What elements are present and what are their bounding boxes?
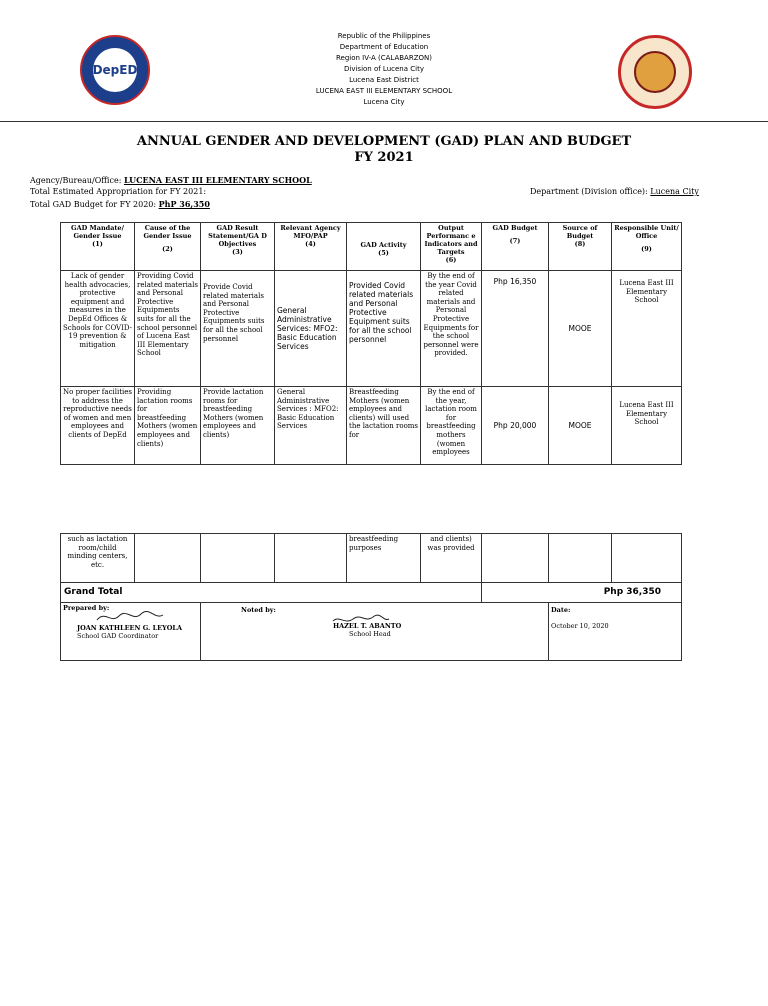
table-cell: Php 20,000: [482, 387, 549, 465]
gad-budget-value: PhP 36,350: [158, 199, 210, 209]
noted-by-cell: [201, 603, 549, 661]
table-cell: No proper facilities to address the reproductive needs of women and men employees and clients of DepEd: [61, 387, 135, 465]
signature-row: [61, 603, 682, 661]
agency-label: Agency/Bureau/Office:: [30, 176, 122, 185]
col-header: [201, 223, 275, 271]
table-cell: [135, 534, 201, 583]
gad-plan-table: [60, 222, 682, 465]
col-header-label: Relevant Agency MFO/PAP: [280, 224, 341, 240]
gad-budget-label: Total GAD Budget for FY 2020:: [30, 200, 157, 209]
date-value: October 10, 2020: [551, 622, 609, 630]
col-header-label: GAD Result Statement/GA D Objectives: [208, 224, 267, 248]
table-cell: [275, 534, 347, 583]
prepared-by-cell: [61, 603, 201, 661]
table-cell: [549, 534, 612, 583]
gad-plan-table-continued: [60, 533, 682, 661]
noted-by-title: School Head: [349, 630, 391, 638]
table-cell: By the end of the year, lactation room for breastfeeding mothers (women employees: [421, 387, 482, 465]
col-header-num: (9): [641, 245, 652, 253]
document-title: [0, 134, 768, 166]
col-header-num: (7): [509, 237, 521, 245]
col-header-label: Cause of the Gender Issue: [143, 224, 192, 240]
deped-logo: [80, 35, 150, 105]
col-header-label: Output Performanc e Indicators and Targets: [424, 224, 478, 256]
agency-line: [30, 175, 312, 186]
department-line: [530, 187, 699, 197]
col-header: [135, 223, 201, 271]
grand-total-value: Php 36,350: [482, 583, 682, 603]
header-divider: [0, 121, 768, 122]
col-header-num: (1): [92, 240, 103, 248]
table-cell: Php 16,350: [482, 271, 549, 387]
letterhead-line: Lucena City: [363, 98, 405, 106]
col-header-num: (2): [162, 245, 173, 253]
department-label: Department (Division office):: [530, 187, 648, 196]
table-row: [61, 534, 682, 583]
table-cell: and clients) was provided: [421, 534, 482, 583]
table-cell: Providing lactation rooms for breastfeeding Mothers (women employees and clients): [135, 387, 201, 465]
col-header-num: (6): [445, 256, 457, 264]
col-header-label: GAD Mandate/ Gender Issue: [71, 224, 124, 240]
grand-total-row: [61, 583, 682, 603]
table-cell: [201, 534, 275, 583]
col-header: [549, 223, 612, 271]
table-cell: By the end of the year Covid related materials and Personal Protective Equipments for the school personnel were provided.: [421, 271, 482, 387]
table-cell: Lucena East III Elementary School: [612, 271, 682, 387]
table-cell: [612, 534, 682, 583]
table-cell: MOOE: [549, 387, 612, 465]
deped-logo-text: DepED: [93, 48, 137, 92]
table-row: [61, 271, 682, 387]
noted-signature: [331, 613, 391, 627]
table-cell: such as lactation room/child minding centers, etc.: [61, 534, 135, 583]
table-cell: Lucena East III Elementary School: [612, 387, 682, 465]
col-header-num: (5): [378, 249, 389, 257]
table-cell: General Administrative Services : MFO2: Basic Education Services: [275, 387, 347, 465]
prepared-by-label: Prepared by:: [63, 604, 110, 612]
letterhead-line: LUCENA EAST III ELEMENTARY SCHOOL: [315, 87, 453, 95]
department-value: Lucena City: [650, 187, 699, 196]
table-cell: Breastfeeding Mothers (women employees and clients) will used the lactation rooms for: [347, 387, 421, 465]
col-header-num: (3): [232, 248, 243, 256]
prepared-signature: [95, 610, 165, 624]
col-header-num: (8): [574, 240, 586, 248]
letterhead: [250, 31, 518, 108]
title-line-2: FY 2021: [354, 150, 414, 165]
table-row: [61, 387, 682, 465]
appropriation-label: Total Estimated Appropriation for FY 2021:: [30, 187, 207, 196]
table-cell: Provide Covid related materials and Personal Protective Equipments suits for all the school personnel: [201, 271, 275, 387]
col-header-num: (4): [305, 240, 316, 248]
col-header: [612, 223, 682, 271]
col-header-label: Source of Budget: [562, 224, 598, 240]
col-header: [421, 223, 482, 271]
table-cell: [482, 534, 549, 583]
table-header-row: [61, 223, 682, 271]
school-seal: [618, 35, 692, 109]
table-cell: Providing Covid related materials and Personal Protective Equipments suits for all the school personnel of Lucena East III Elementary School: [135, 271, 201, 387]
appropriation-line: [30, 187, 206, 197]
prepared-by-name: JOAN KATHLEEN G. LEYOLA: [77, 624, 183, 632]
table-cell: Provided Covid related materials and Personal Protective Equipment suits for all the school personnel: [347, 271, 421, 387]
date-label: Date:: [551, 606, 571, 614]
title-line-1: ANNUAL GENDER AND DEVELOPMENT (GAD) PLAN AND BUDGET: [136, 134, 632, 149]
noted-by-label: Noted by:: [241, 606, 276, 614]
table-cell: breastfeeding purposes: [347, 534, 421, 583]
col-header: [347, 223, 421, 271]
agency-value: LUCENA EAST III ELEMENTARY SCHOOL: [123, 175, 312, 185]
table-cell: General Administrative Services: MFO2: Basic Education Services: [275, 271, 347, 387]
table-cell: Lack of gender health advocacies, protective equipment and measures in the DepEd Offices & Schools for COVID-19 prevention & mitigation: [61, 271, 135, 387]
col-header-label: GAD Budget: [492, 224, 538, 232]
date-cell: [549, 603, 682, 661]
col-header: [482, 223, 549, 271]
table-cell: Provide lactation rooms for breastfeeding Mothers (women employees and clients): [201, 387, 275, 465]
col-header: [61, 223, 135, 271]
noted-by-name: HAZEL T. ABANTO: [333, 622, 402, 630]
letterhead-line: Republic of the Philippines: [337, 32, 431, 40]
table-cell: MOOE: [549, 271, 612, 387]
letterhead-line: Lucena East District: [349, 76, 419, 84]
letterhead-line: Division of Lucena City: [344, 65, 424, 73]
col-header-label: GAD Activity: [360, 241, 407, 249]
letterhead-line: Region IV-A (CALABARZON): [335, 54, 432, 62]
col-header-label: Responsible Unit/ Office: [614, 224, 679, 240]
grand-total-label: Grand Total: [61, 583, 482, 603]
letterhead-line: Department of Education: [339, 43, 429, 51]
gad-budget-line: [30, 199, 210, 210]
col-header: [275, 223, 347, 271]
prepared-by-title: School GAD Coordinator: [77, 632, 159, 640]
school-seal-emblem: [634, 51, 676, 93]
